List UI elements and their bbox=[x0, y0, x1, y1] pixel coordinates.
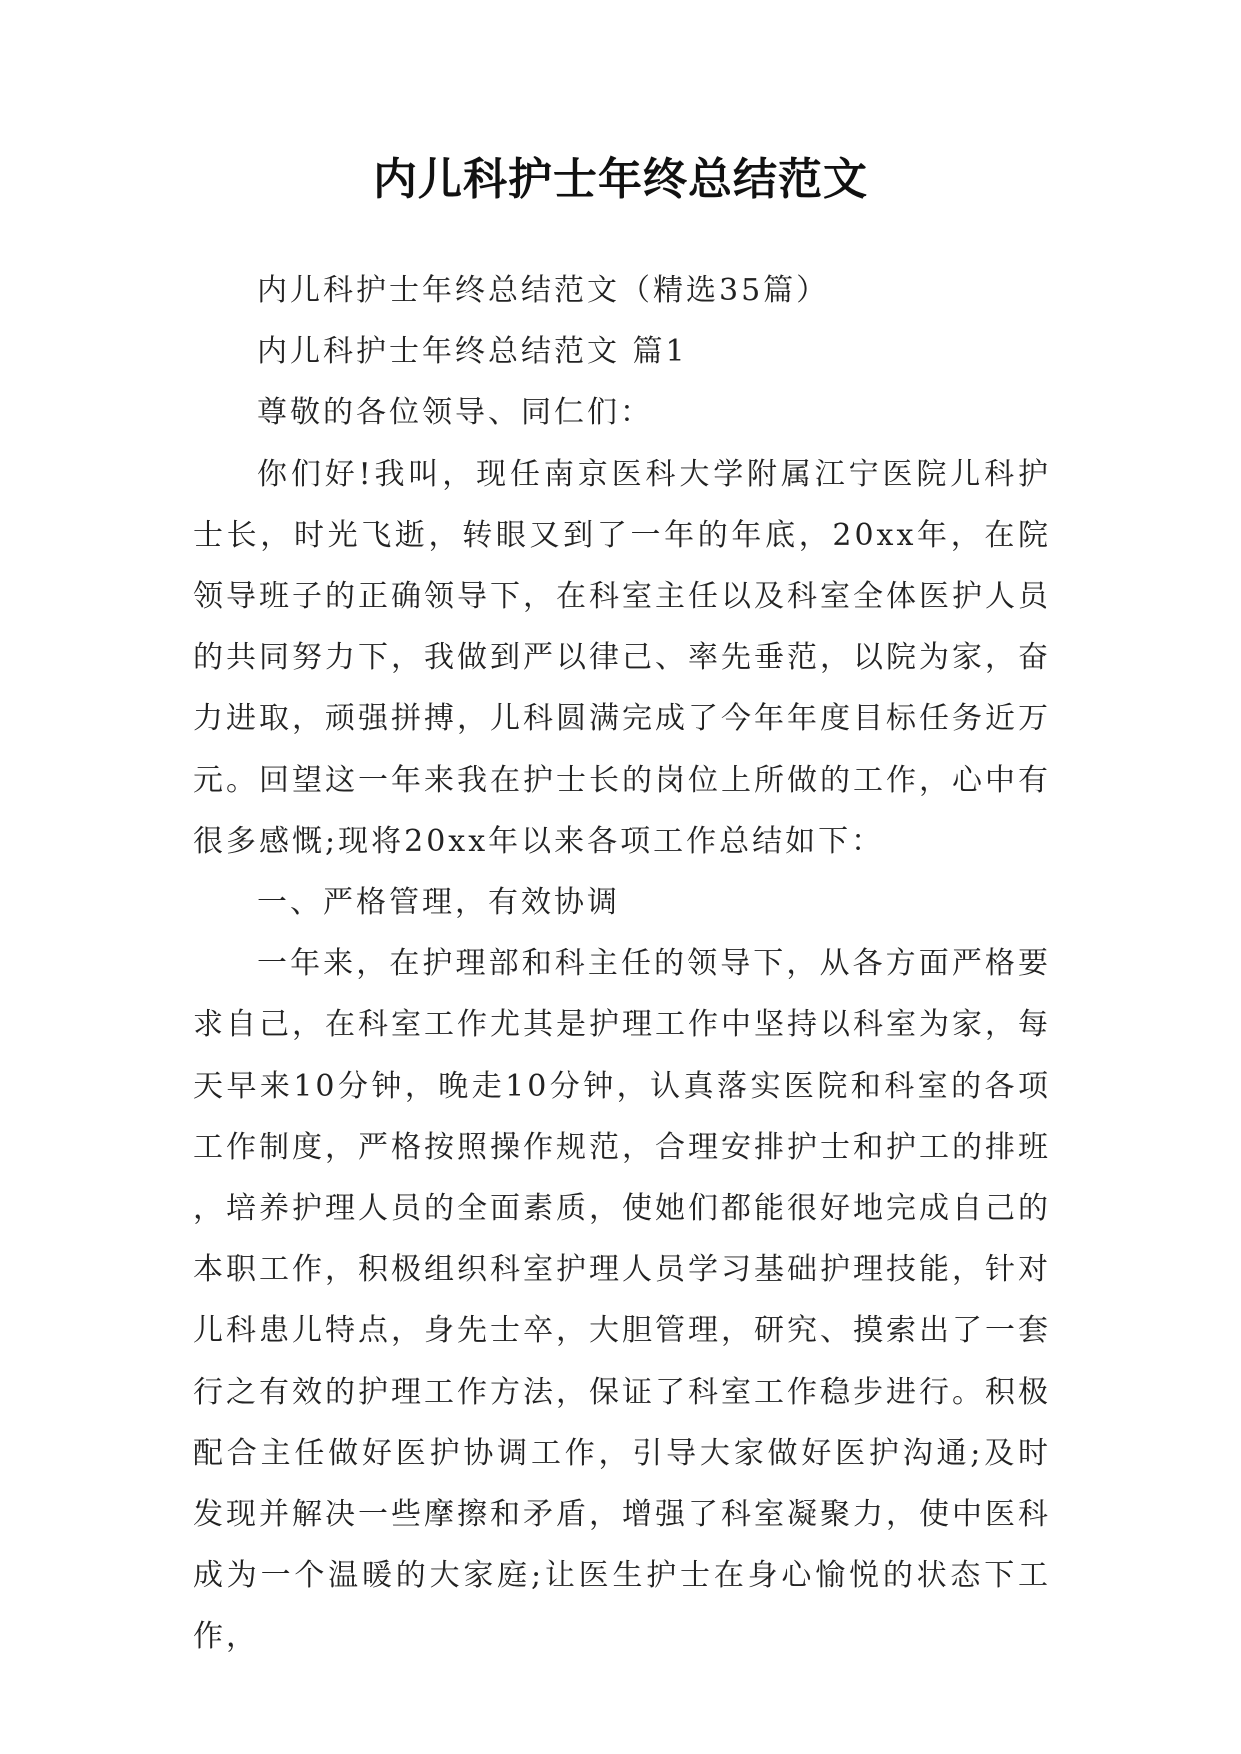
salutation-paragraph: 尊敬的各位领导、同仁们： bbox=[257, 395, 653, 431]
section-heading: 内儿科护士年终总结范文 篇1 bbox=[257, 334, 688, 370]
body-paragraph: 你们好!我叫，现任南京医科大学附属江宁医院儿科护士长，时光飞逝，转眼又到了一年的年底，20xx年，在院领导班子的正确领导下，在科室主任以及科室全体医护人员的共同努力下，我做到严以律己、率先垂范，以院为家，奋力进取，顽强拼搏，儿科圆满完成了今年年度目标任务近万元。回望这一年来我在护士长的岗位上所做的工作，心中有很多感慨;现将20xx年以来各项工作总结如下： bbox=[193, 456, 1051, 859]
body-paragraph: 一年来，在护理部和科主任的领导下，从各方面严格要求自己，在科室工作尤其是护理工作中坚持以科室为家，每天早来10分钟，晚走10分钟，认真落实医院和科室的各项工作制度，严格按照操作规范，合理安排护士和护工的排班，培养护理人员的全面素质，使她们都能很好地完成自己的本职工作，积极组织科室护理人员学习基础护理技能，针对儿科患儿特点，身先士卒，大胆管理，研究、摸索出了一套行之有效的护理工作方法，保证了科室工作稳步进行。积极配合主任做好医护协调工作，引导大家做好医护沟通;及时发现并解决一些摩擦和矛盾，增强了科室凝聚力，使中医科成为一个温暖的大家庭;让医生护士在身心愉悦的状态下工作， bbox=[193, 946, 1051, 1655]
subtitle-paragraph: 内儿科护士年终总结范文（精选35篇） bbox=[257, 273, 830, 308]
document-body bbox=[193, 260, 1051, 1668]
document-title: 内儿科护士年终总结范文 bbox=[373, 154, 868, 205]
subsection-heading: 一、严格管理，有效协调 bbox=[257, 885, 620, 921]
